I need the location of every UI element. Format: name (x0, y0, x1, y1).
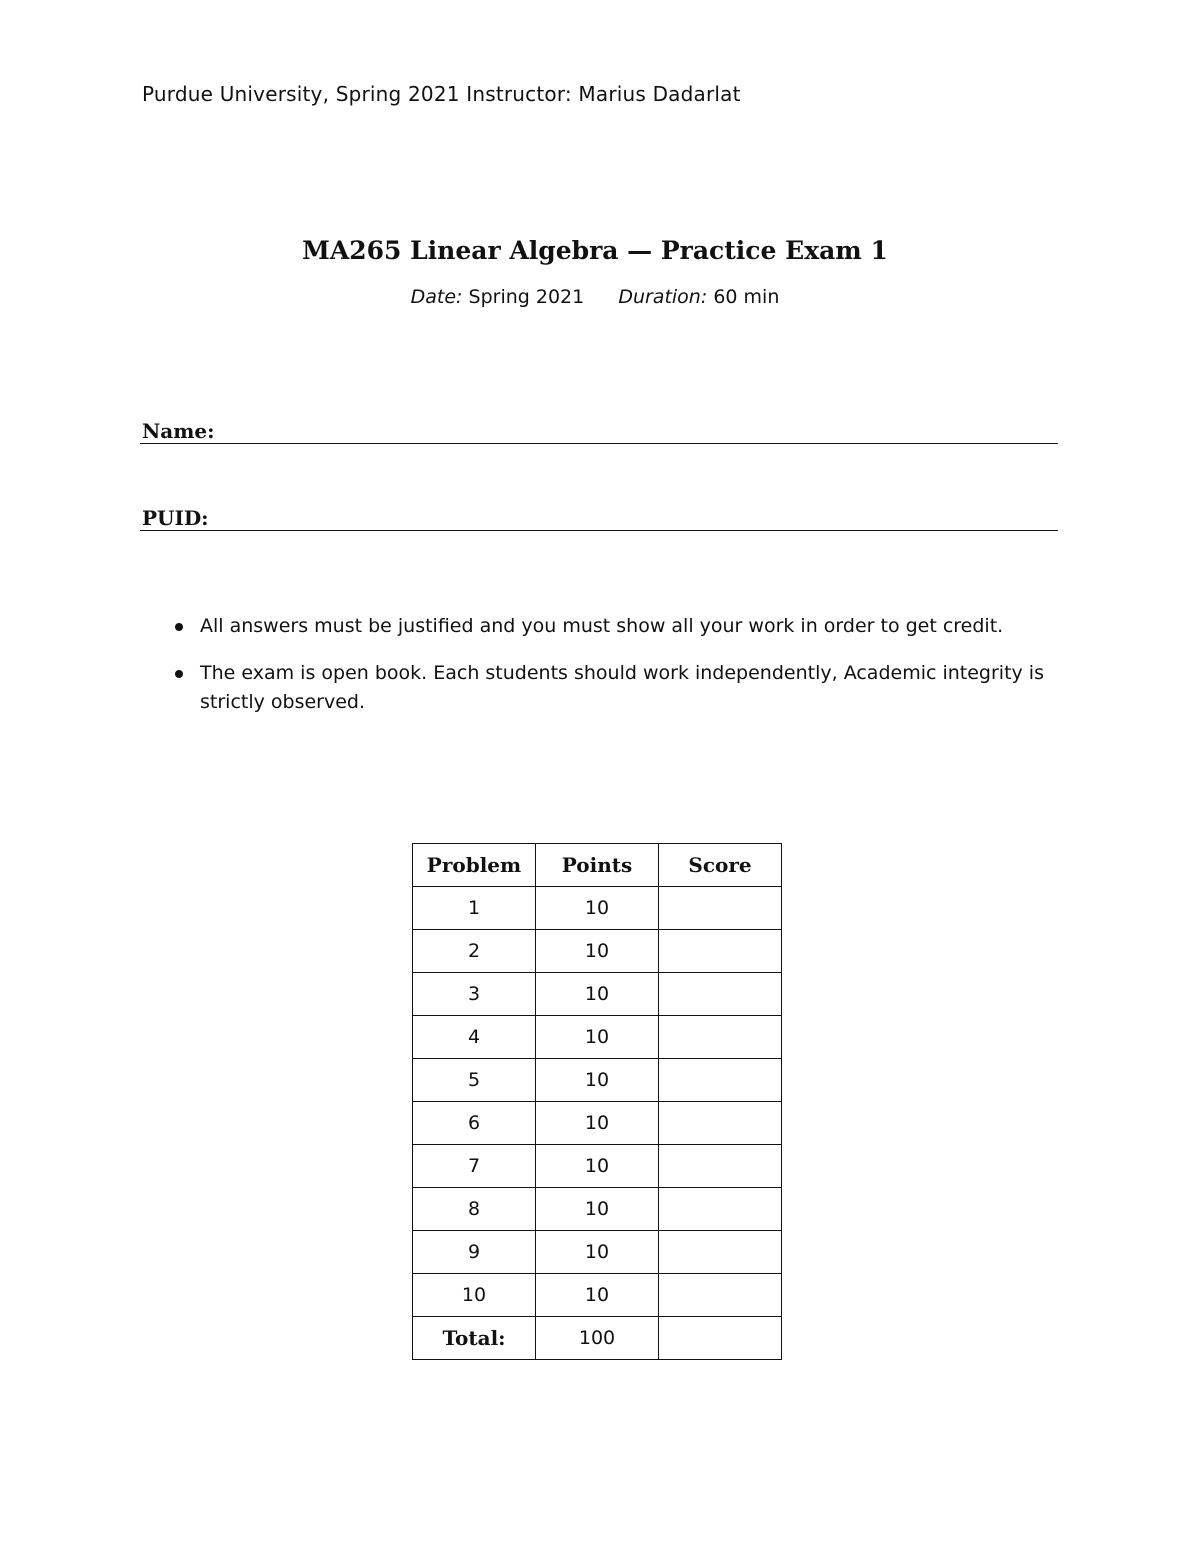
points-cell: 10 (536, 1059, 659, 1102)
table-row (413, 1016, 782, 1059)
problem-cell: 1 (413, 887, 536, 930)
table-row (413, 1231, 782, 1274)
points-cell: 10 (536, 973, 659, 1016)
table-row (413, 1274, 782, 1317)
score-cell[interactable] (659, 1102, 782, 1145)
date-value: Spring 2021 (468, 286, 585, 308)
points-cell: 10 (536, 1231, 659, 1274)
instruction-text: All answers must be justified and you must show all your work in order to get credit. (200, 615, 1004, 637)
header-points: Points (536, 844, 659, 887)
instruction-item (170, 612, 1060, 641)
score-cell[interactable] (659, 1145, 782, 1188)
exam-subtitle (0, 286, 1190, 308)
duration-label: Duration: (618, 286, 708, 308)
score-cell[interactable] (659, 1274, 782, 1317)
points-cell: 10 (536, 1145, 659, 1188)
exam-title: MA265 Linear Algebra — Practice Exam 1 (302, 236, 888, 265)
total-score-cell[interactable] (659, 1317, 782, 1360)
problem-cell: 9 (413, 1231, 536, 1274)
problem-cell: 2 (413, 930, 536, 973)
score-cell[interactable] (659, 1059, 782, 1102)
table-row (413, 930, 782, 973)
score-cell[interactable] (659, 1231, 782, 1274)
score-cell[interactable] (659, 930, 782, 973)
header-score: Score (659, 844, 782, 887)
points-cell: 10 (536, 887, 659, 930)
instruction-item (170, 659, 1060, 717)
total-label: Total: (413, 1317, 536, 1360)
table-row (413, 1059, 782, 1102)
puid-field[interactable] (140, 500, 1058, 531)
score-cell[interactable] (659, 1188, 782, 1231)
points-cell: 10 (536, 1016, 659, 1059)
table-row (413, 1188, 782, 1231)
points-cell: 10 (536, 1274, 659, 1317)
bullet-icon (175, 623, 183, 631)
total-points: 100 (536, 1317, 659, 1360)
problem-cell: 3 (413, 973, 536, 1016)
problem-cell: 4 (413, 1016, 536, 1059)
problem-cell: 8 (413, 1188, 536, 1231)
puid-label: PUID: (142, 506, 209, 530)
problem-cell: 10 (413, 1274, 536, 1317)
problem-cell: 5 (413, 1059, 536, 1102)
name-label: Name: (142, 419, 215, 443)
name-field[interactable] (140, 413, 1058, 444)
instructions-list (170, 612, 1060, 735)
problem-cell: 7 (413, 1145, 536, 1188)
table-row (413, 1102, 782, 1145)
problem-cell: 6 (413, 1102, 536, 1145)
bullet-icon (175, 670, 183, 678)
points-cell: 10 (536, 930, 659, 973)
table-row (413, 1145, 782, 1188)
score-cell[interactable] (659, 1016, 782, 1059)
course-header: Purdue University, Spring 2021 Instructor: Marius Dadarlat (142, 82, 741, 106)
instruction-text: The exam is open book. Each students should work independently, Academic integrity is strictly observed. (200, 662, 1044, 713)
table-header-row (413, 844, 782, 887)
points-cell: 10 (536, 1188, 659, 1231)
duration-value: 60 min (713, 286, 780, 308)
score-cell[interactable] (659, 887, 782, 930)
score-cell[interactable] (659, 973, 782, 1016)
table-row (413, 887, 782, 930)
header-problem: Problem (413, 844, 536, 887)
score-table (412, 843, 782, 1360)
points-cell: 10 (536, 1102, 659, 1145)
total-row (413, 1317, 782, 1360)
date-label: Date: (410, 286, 463, 308)
table-row (413, 973, 782, 1016)
